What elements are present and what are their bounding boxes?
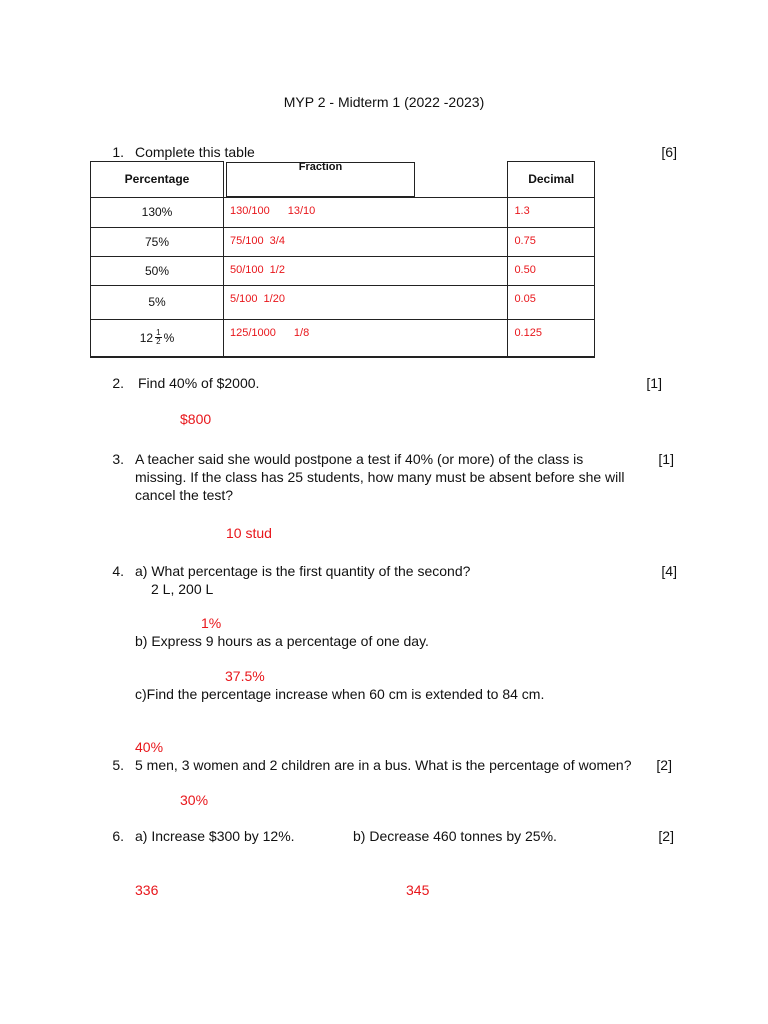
fraction-answer-a: 5/100: [230, 292, 258, 305]
fraction-answer-a: 125/1000: [230, 326, 276, 339]
q6a-answer: 336: [135, 882, 159, 898]
cell-percentage: 5%: [91, 285, 224, 319]
q4-number: 4.: [112, 563, 124, 579]
table-row: [91, 319, 595, 357]
header-fraction: Fraction: [226, 162, 415, 197]
cell-fraction: [224, 227, 508, 256]
conversion-table: [90, 161, 595, 358]
q4a-answer: 1%: [201, 615, 222, 631]
page-title: MYP 2 - Midterm 1 (2022 -2023): [283, 94, 485, 110]
q1-marks: [6]: [661, 144, 677, 160]
q4a-text: a) What percentage is the first quantity of the second?: [135, 563, 471, 579]
fraction-answer-a: 75/100: [230, 234, 264, 247]
fraction-answer-b: 1/2: [269, 263, 285, 276]
cell-percentage: 50%: [91, 256, 224, 285]
q2-marks: [1]: [646, 375, 662, 391]
mixed-percent-sign: %: [163, 330, 175, 345]
q3-number: 3.: [112, 451, 124, 467]
cell-fraction: [224, 256, 508, 285]
cell-decimal: 0.50: [508, 256, 595, 285]
q6b-answer: 345: [406, 882, 430, 898]
table-row: [91, 285, 595, 319]
cell-fraction: [224, 319, 508, 357]
q5-number: 5.: [112, 757, 124, 773]
table-row: [91, 227, 595, 256]
cell-percentage: 130%: [91, 197, 224, 227]
q4c-text: c)Find the percentage increase when 60 cm is extended to 84 cm.: [135, 686, 545, 702]
header-percentage: Percentage: [91, 162, 224, 198]
q3-line-1: A teacher said she would postpone a test if 40% (or more) of the class is: [135, 451, 584, 467]
cell-fraction: [224, 285, 508, 319]
q6-number: 6.: [112, 828, 124, 844]
q1-number: 1.: [112, 144, 124, 160]
q4b-text: b) Express 9 hours as a percentage of one day.: [135, 633, 429, 649]
cell-decimal: 0.75: [508, 227, 595, 256]
q2-number: 2.: [112, 375, 124, 391]
q4c-answer: 40%: [135, 739, 164, 755]
q3-line-2: missing. If the class has 25 students, how many must be absent before she will: [135, 469, 625, 485]
q4b-answer: 37.5%: [225, 668, 265, 684]
fraction-answer-a: 130/100: [230, 204, 270, 217]
mixed-denominator: 2: [156, 337, 161, 347]
q5-marks: [2]: [656, 757, 672, 773]
fraction-answer-a: 50/100: [230, 263, 264, 276]
q3-line-3: cancel the test?: [135, 487, 234, 503]
fraction-answer-b: 13/10: [287, 204, 316, 217]
cell-fraction: [224, 197, 508, 227]
q3-marks: [1]: [658, 451, 674, 467]
fraction-answer-b: 3/4: [269, 234, 285, 247]
q3-answer: 10 stud: [226, 525, 272, 541]
mixed-whole: 12: [139, 330, 154, 345]
table-row: [91, 256, 595, 285]
q6b-text: b) Decrease 460 tonnes by 25%.: [353, 828, 557, 844]
cell-decimal: 0.05: [508, 285, 595, 319]
mixed-number-percentage: [140, 329, 174, 346]
q2-text: Find 40% of $2000.: [138, 375, 260, 391]
table-header-row: [91, 162, 595, 198]
q6a-text: a) Increase $300 by 12%.: [135, 828, 295, 844]
cell-percentage: [91, 319, 224, 357]
q4a-values: 2 L, 200 L: [151, 581, 214, 597]
q1-text: Complete this table: [135, 144, 255, 160]
table-row: [91, 197, 595, 227]
header-decimal: Decimal: [508, 162, 595, 198]
cell-decimal: 0.125: [508, 319, 595, 357]
fraction-answer-b: 1/8: [293, 326, 310, 339]
q2-answer: $800: [180, 411, 212, 427]
cell-decimal: 1.3: [508, 197, 595, 227]
q6-marks: [2]: [658, 828, 674, 844]
cell-percentage: 75%: [91, 227, 224, 256]
fraction-answer-b: 1/20: [263, 292, 285, 305]
mixed-fraction: [155, 329, 161, 346]
q5-answer: 30%: [180, 792, 209, 808]
q5-text: 5 men, 3 women and 2 children are in a bus. What is the percentage of women?: [135, 757, 632, 773]
mixed-numerator: 1: [156, 328, 161, 338]
q4-marks: [4]: [661, 563, 677, 579]
